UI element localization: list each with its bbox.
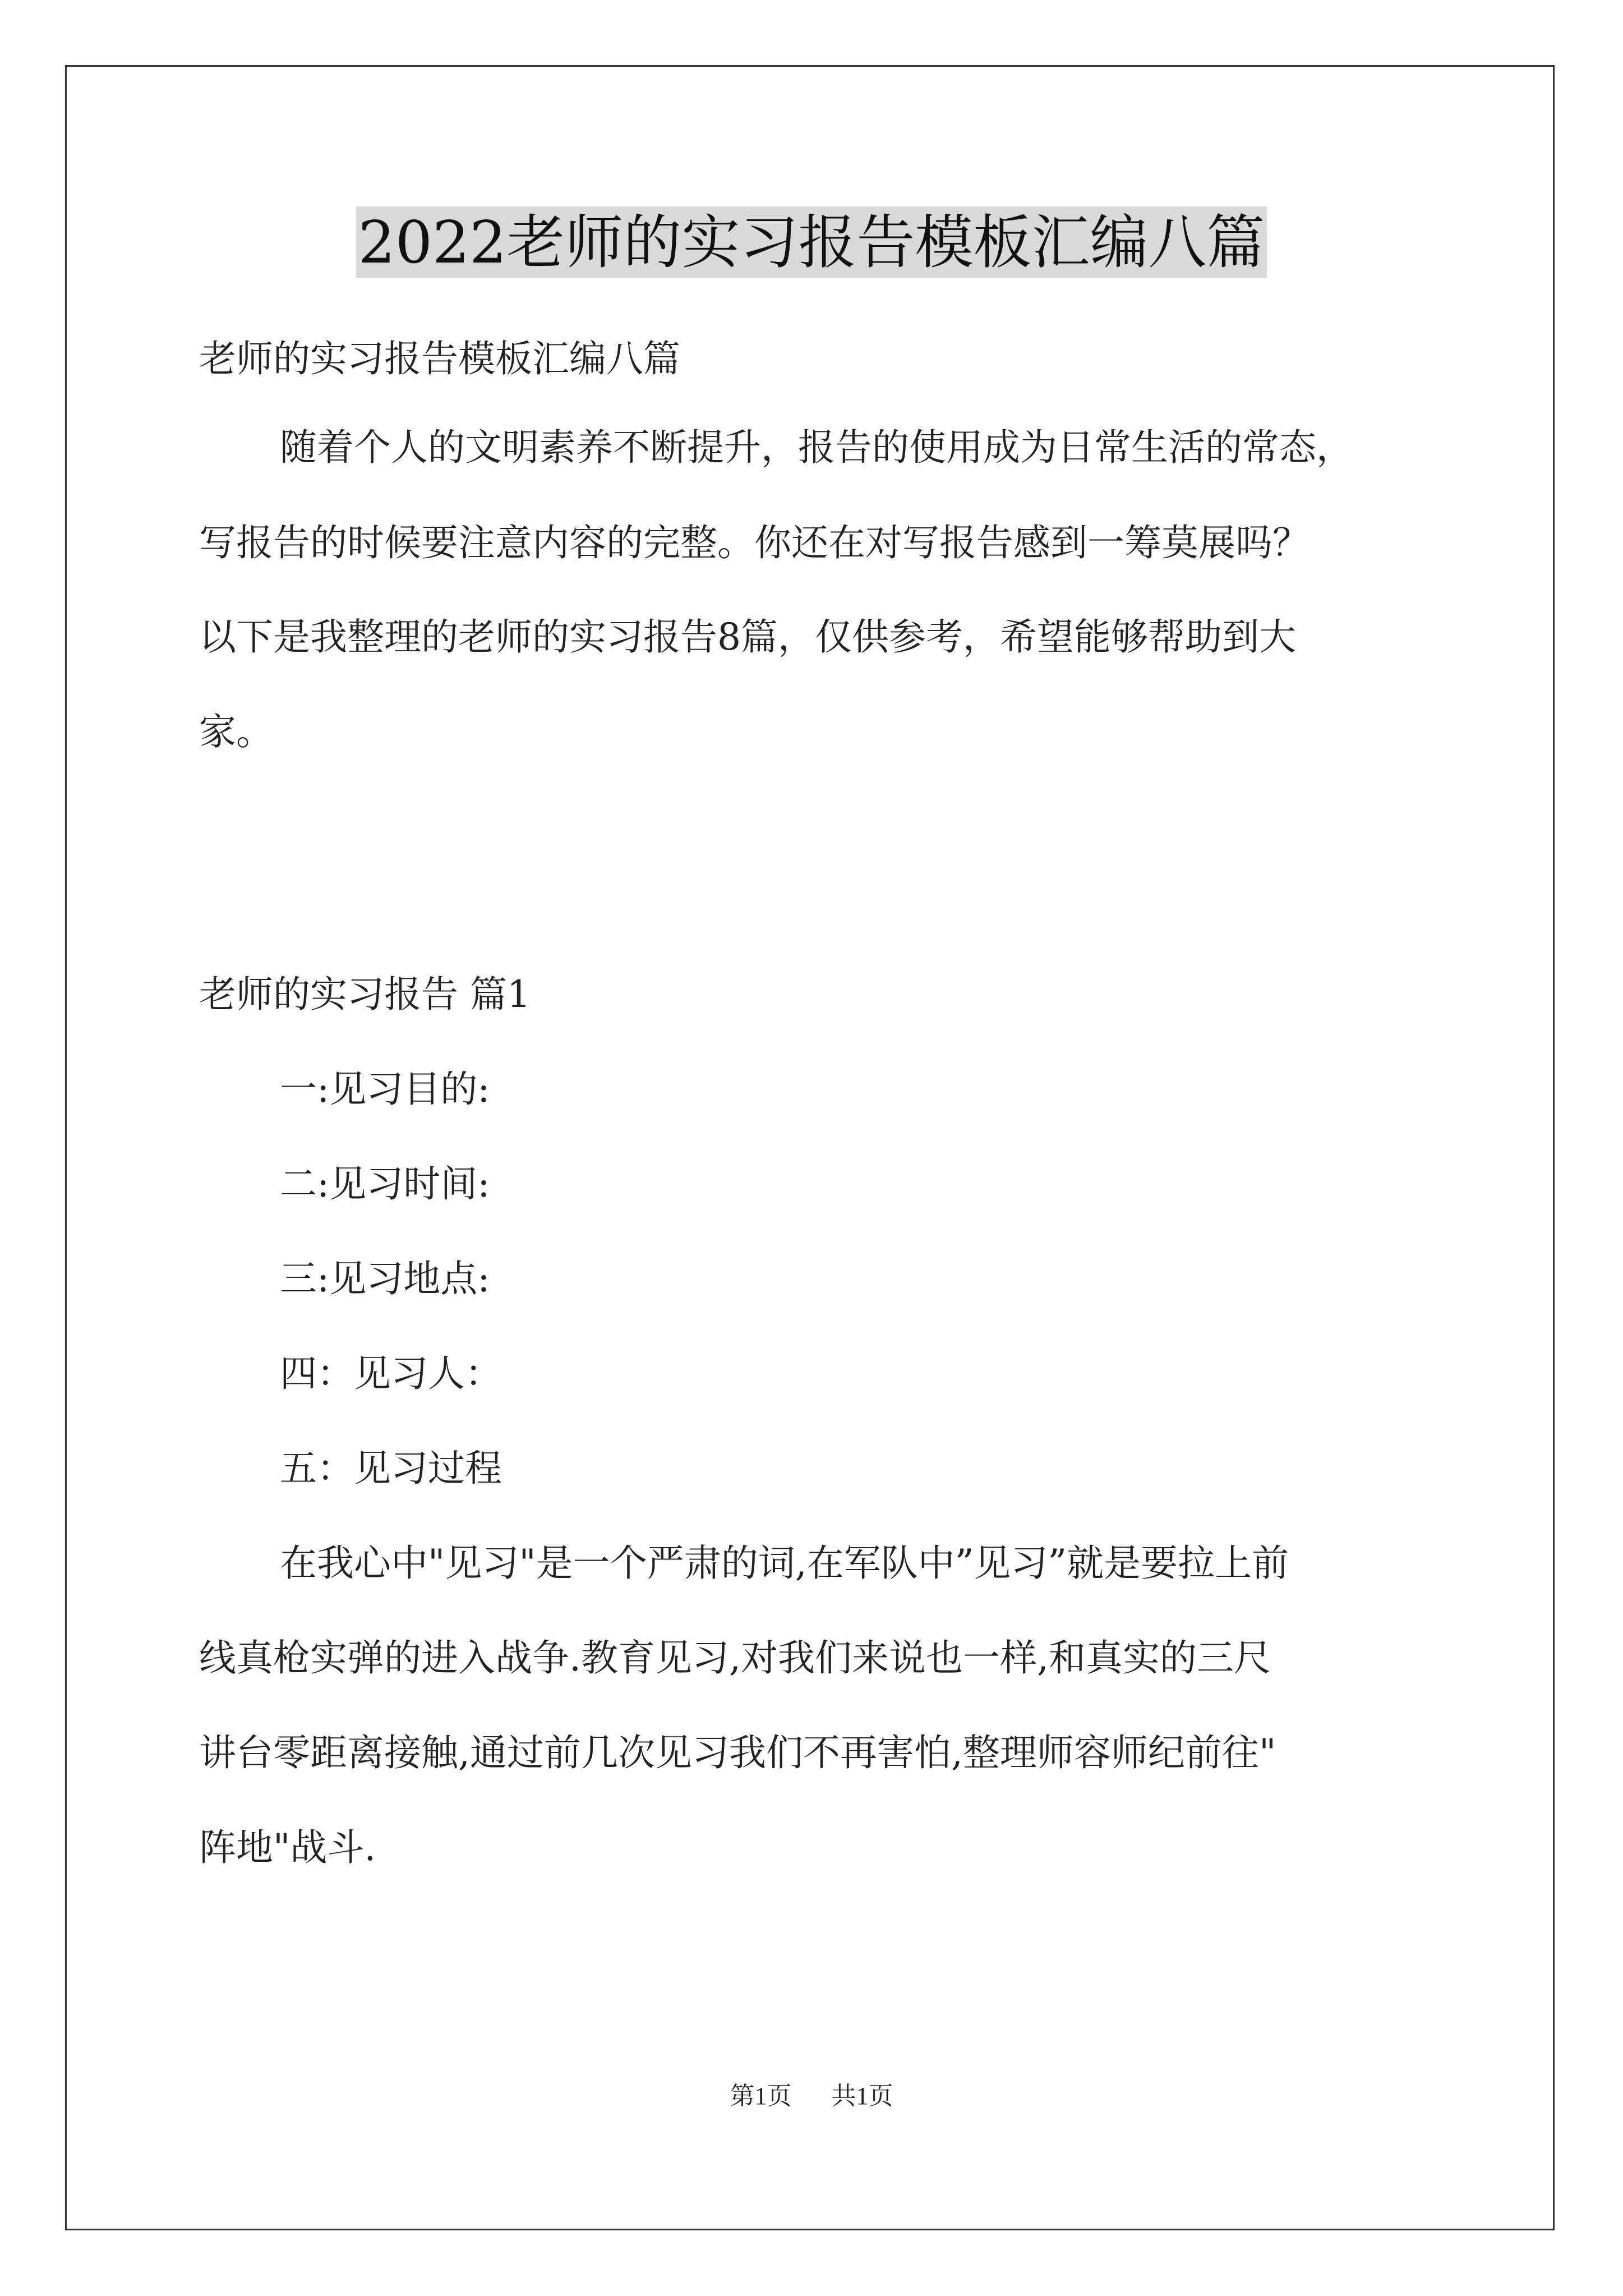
page-border <box>65 65 1555 2230</box>
intro-line: 写报告的时候要注意内容的完整。你还在对写报告感到一筹莫展吗？ <box>199 521 1310 564</box>
page-footer <box>0 2076 1623 2111</box>
title-wrap <box>0 206 1623 278</box>
body-line: 在我心中"见习"是一个严肃的词,在军队中”见习”就是要拉上前 <box>280 1542 1289 1585</box>
outline-item: 三:见习地点: <box>280 1257 490 1300</box>
page-number: 第1页 <box>730 2082 792 2110</box>
section-heading: 老师的实习报告 篇1 <box>199 973 531 1016</box>
body-line: 讲台零距离接触,通过前几次见习我们不再害怕,整理师容师纪前往" <box>199 1731 1276 1774</box>
intro-line: 随着个人的文明素养不断提升，报告的使用成为日常生活的常态， <box>280 426 1353 469</box>
body-line: 线真枪实弹的进入战争.教育见习,对我们来说也一样,和真实的三尺 <box>199 1636 1271 1680</box>
intro-line: 以下是我整理的老师的实习报告8篇，仅供参考，希望能够帮助到大 <box>199 615 1296 659</box>
outline-item: 一:见习目的: <box>280 1068 490 1111</box>
outline-item: 五：见习过程 <box>280 1447 502 1490</box>
outline-item: 二:见习时间: <box>280 1162 490 1205</box>
document-subtitle: 老师的实习报告模板汇编八篇 <box>199 337 680 380</box>
page-total: 共1页 <box>831 2082 893 2110</box>
document-title: 2022老师的实习报告模板汇编八篇 <box>356 206 1267 278</box>
body-line: 阵地"战斗. <box>199 1826 376 1869</box>
outline-item: 四：见习人： <box>280 1352 502 1395</box>
intro-line: 家。 <box>199 710 273 753</box>
